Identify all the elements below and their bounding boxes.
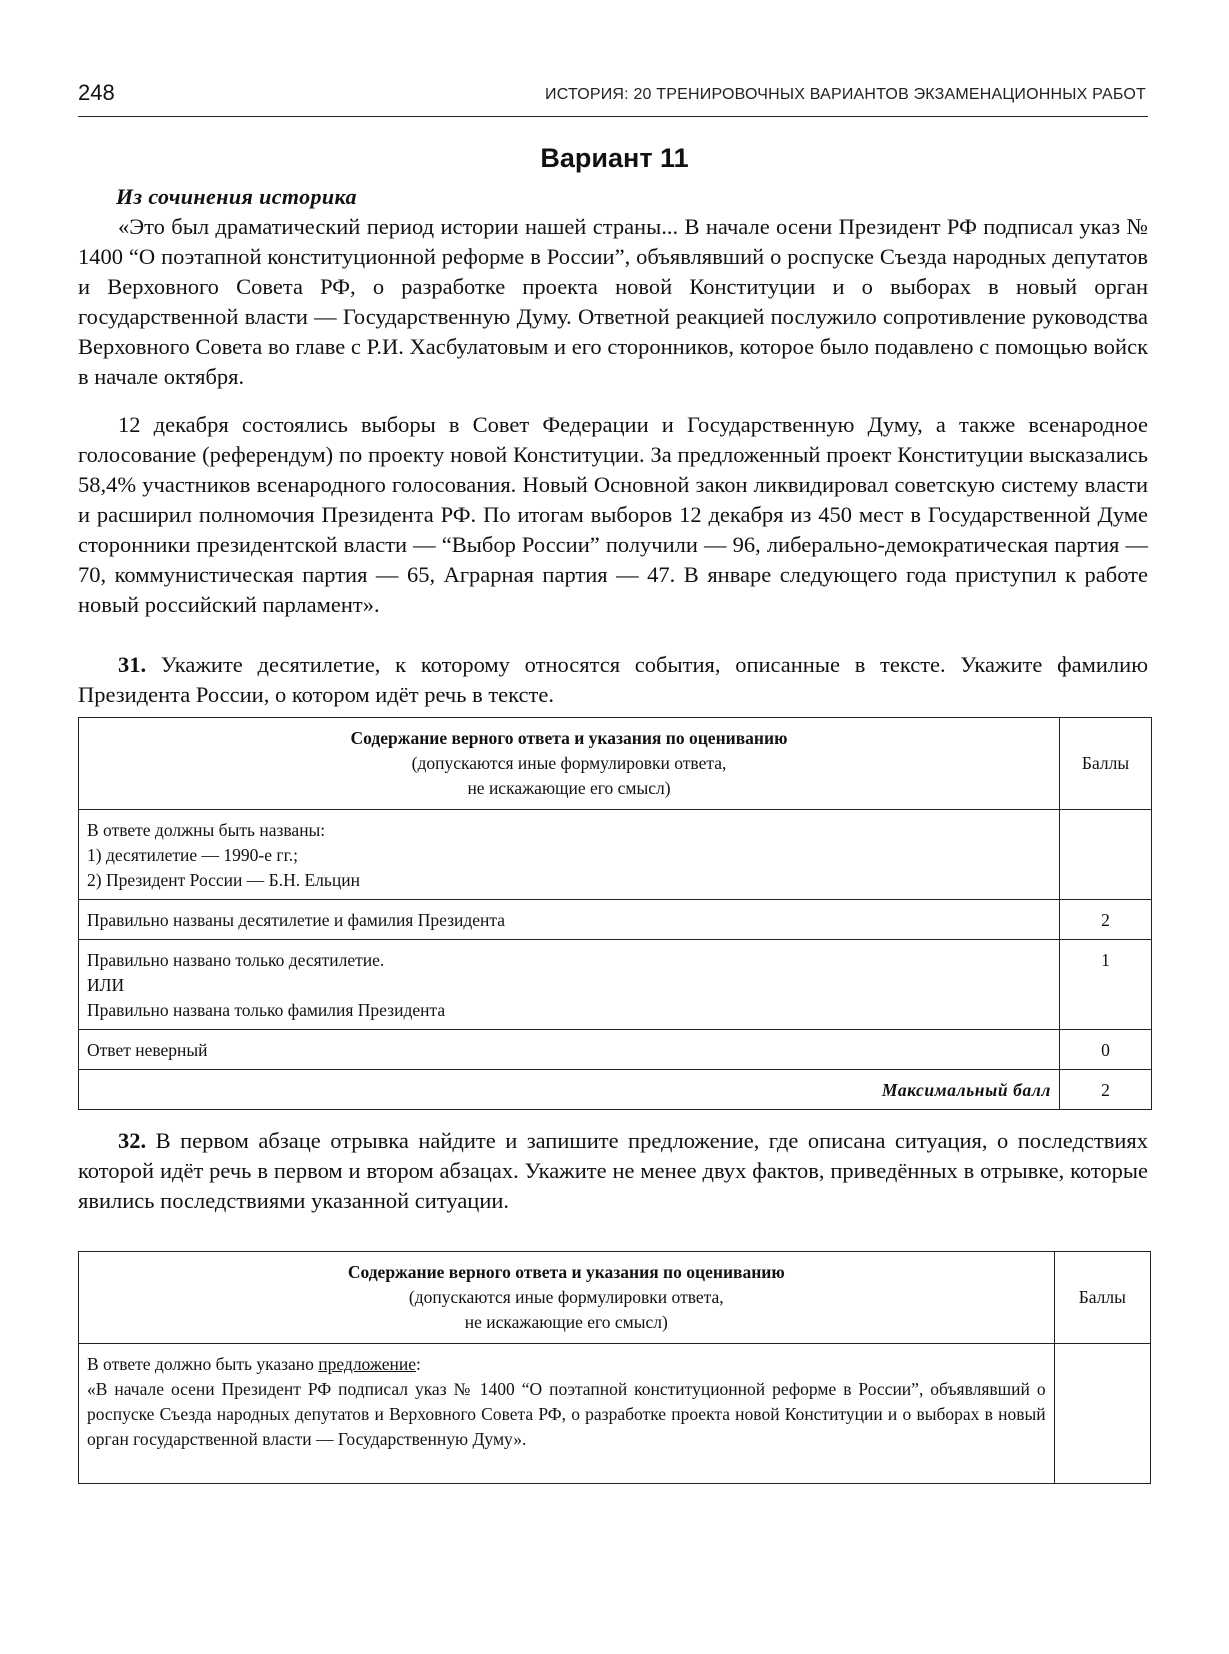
points-header: Баллы <box>1060 718 1152 810</box>
answer-colon: : <box>416 1354 421 1374</box>
table-row <box>79 900 1152 940</box>
criteria-header-sub1: (допускаются иные формулировки ответа, <box>411 753 727 773</box>
max-score-value: 2 <box>1060 1070 1152 1110</box>
task-32-scoring-table <box>78 1251 1151 1484</box>
text-paragraph-2: 12 декабря состоялись выборы в Совет Федерации и Государственную Думу, а также всенародное голосование (референдум) по проекту новой Конституции. За предложенный проект Конституции высказались 58,4% участников всенародного голосования. Новый Основной закон ликвидировал советскую систему власти и расширил полномочия Президента РФ. По итогам выборов 12 декабря из 450 мест в Государственной Думе сторонники президентской власти — “Выбор России” получили — 96, либерально-демократическая партия — 70, коммунистическая партия — 65, Аграрная партия — 47. В январе следующего года приступил к работе новый российский парламент». <box>78 412 1148 617</box>
criteria-line: Ответ неверный <box>87 1040 208 1060</box>
table-header-row <box>79 1252 1151 1344</box>
table-row <box>79 1344 1151 1484</box>
criteria-header-title: Содержание верного ответа и указания по оцениванию <box>350 728 788 748</box>
criteria-line: Правильно названы десятилетие и фамилия Президента <box>87 910 506 930</box>
criteria-header-title: Содержание верного ответа и указания по оцениванию <box>347 1262 785 1282</box>
table-row <box>79 810 1152 900</box>
answer-intro-line <box>87 1352 1046 1377</box>
task-31-question <box>78 650 1148 710</box>
points-cell: 1 <box>1060 940 1152 1030</box>
criteria-cell <box>79 1030 1060 1070</box>
task-31-text: Укажите десятилетие, к которому относятся события, описанные в тексте. Укажите фамилию Президента России, о котором идёт речь в тексте. <box>78 652 1148 707</box>
points-cell: 0 <box>1060 1030 1152 1070</box>
criteria-line: ИЛИ <box>87 975 125 995</box>
criteria-line: Правильно названа только фамилия Президента <box>87 1000 446 1020</box>
points-cell-empty <box>1060 810 1152 900</box>
answer-line: В ответе должны быть названы: <box>87 820 326 840</box>
criteria-cell <box>79 900 1060 940</box>
source-label: Из сочинения историка <box>116 184 357 209</box>
table-header-row <box>79 718 1152 810</box>
running-title: ИСТОРИЯ: 20 ТРЕНИРОВОЧНЫХ ВАРИАНТОВ ЭКЗАМЕНАЦИОННЫХ РАБОТ <box>545 86 1146 103</box>
max-score-label: Максимальный балл <box>79 1070 1060 1110</box>
table-row-max <box>79 1070 1152 1110</box>
page-header <box>78 80 1148 117</box>
task-32-text: В первом абзаце отрывка найдите и запишите предложение, где описана ситуация, о последствиях которой идёт речь в первом и втором абзацах. Укажите не менее двух фактов, приведённых в отрывке, которые явились последствиями указанной ситуации. <box>78 1128 1148 1213</box>
criteria-line: Правильно названо только десятилетие. <box>87 950 385 970</box>
task-31-scoring-table <box>78 717 1152 1110</box>
task-31-number: 31. <box>118 652 147 677</box>
answer-line: 1) десятилетие — 1990-е гг.; <box>87 845 299 865</box>
task-32-question <box>78 1126 1148 1216</box>
criteria-cell <box>79 940 1060 1030</box>
table-row <box>79 1030 1152 1070</box>
task-32-number: 32. <box>118 1128 147 1153</box>
points-cell-empty <box>1054 1344 1150 1484</box>
answer-quote: «В начале осени Президент РФ подписал указ № 1400 “О поэтапной конституционной реформе в России”, объявлявший о роспуске Съезда народных депутатов и Верховного Совета РФ, о разработке проекта новой Конституции и о выборах в новый орган государственной власти — Государственную Думу». <box>87 1379 1046 1449</box>
page-number: 248 <box>78 80 115 105</box>
variant-title: Вариант 11 <box>540 143 689 173</box>
criteria-header <box>79 1252 1055 1344</box>
criteria-header-sub1: (допускаются иные формулировки ответа, <box>408 1287 724 1307</box>
answer-cell <box>79 1344 1055 1484</box>
answer-underlined-word: предложение <box>318 1354 416 1374</box>
points-cell: 2 <box>1060 900 1152 940</box>
answer-cell <box>79 810 1060 900</box>
points-header: Баллы <box>1054 1252 1150 1344</box>
criteria-header-sub2: не искажающие его смысл) <box>467 778 671 798</box>
answer-line: 2) Президент России — Б.Н. Ельцин <box>87 870 360 890</box>
text-paragraph-1: «Это был драматический период истории нашей страны... В начале осени Президент РФ подписал указ № 1400 “О поэтапной конституционной реформе в России”, объявлявший о роспуске Съезда народных депутатов и Верховного Совета РФ, о разработке проекта новой Конституции и о выборах в новый орган государственной власти — Государственную Думу. Ответной реакцией послужило сопротивление руководства Верховного Совета во главе с Р.И. Хасбулатовым и его сторонников, которое было подавлено с помощью войск в начале октября. <box>78 214 1148 389</box>
criteria-header-sub2: не искажающие его смысл) <box>464 1312 668 1332</box>
table-row <box>79 940 1152 1030</box>
criteria-header <box>79 718 1060 810</box>
answer-intro: В ответе должно быть указано <box>87 1354 319 1374</box>
